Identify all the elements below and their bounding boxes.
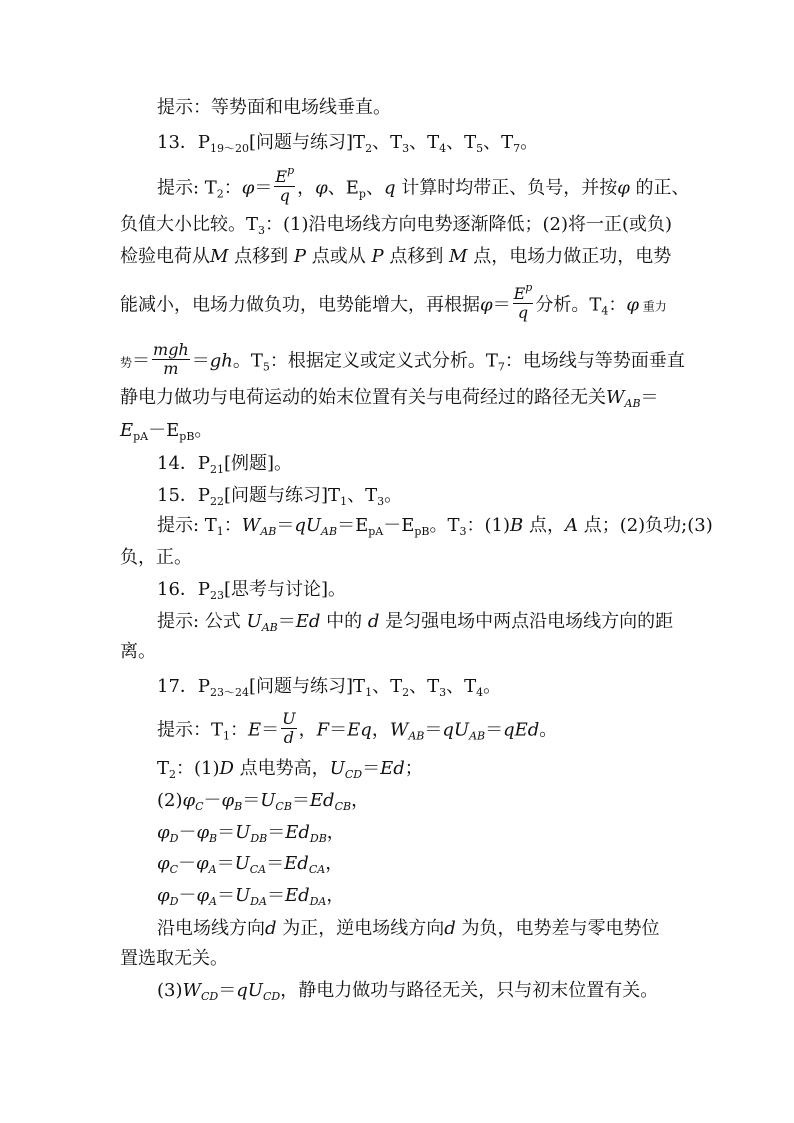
text-line-3: 提示: $T_2$：φ＝ $\frac{E^p}{q}$ ，φ、$E_p$、q 计算时均带正、负号，并按φ 的正、 [157, 164, 690, 205]
text-line-1: 提示：等势面和电场线垂直。 [157, 97, 391, 118]
text-line-11: 15．$P_{22}$[问题与练习]$T_1$、$T_3$。 [157, 485, 403, 508]
text-line-22: $\varphi_C-\varphi_A=U_{CA}=Ed_{CA}$， [157, 853, 344, 876]
text-line-21: $\varphi_D-\varphi_B=U_{DB}=Ed_{DB}$， [157, 822, 345, 845]
text-line-15: 提示: 公式 $U_{AB}=Ed$ 中的 d 是匀强电场中两点沿电场线方向的距 [157, 611, 674, 634]
fraction-ep-over-q: $\frac{E^p}{q}$ [275, 164, 295, 205]
text-line-12: 提示: $T_1$：$W_{AB}=qU_{AB}=E_{pA}-E_{pB}$。$T_3$：(1)B 点，A 点；(2)负功;(3) [157, 515, 713, 538]
text-line-18: 提示：$T_1$：E＝ $\frac{U}{d}$ ，F＝Eq，$W_{AB}=qU_{AB}=qEd$。 [157, 709, 558, 747]
text-line-17: 17．$P_{23\sim 24}$[问题与练习]$T_1$、$T_2$、$T_3$、$T_4$。 [157, 676, 502, 699]
text-line-9: $E_{pA}-E_{pB}$。 [120, 420, 213, 443]
fraction-ep-over-q-2: $\frac{E^p}{q}$ [513, 281, 533, 322]
fraction-u-over-d: $\frac{U}{d}$ [282, 709, 296, 747]
text-line-19: $T_2$：(1)D 点电势高，$U_{CD}=Ed$； [157, 758, 423, 781]
text-line-10: 14．$P_{21}$[例题]。 [157, 453, 293, 476]
text-line-16: 离。 [120, 641, 156, 662]
fraction-mgh-over-m: $\frac{\text{mgh}}{m}$ [153, 340, 189, 378]
text-line-6: 能减小，电场力做负功，电势能增大，再根据φ＝ $\frac{E^p}{q}$ 分析。$T_4$：φ 重力 [120, 281, 667, 322]
text-line-26: $(3)W_{CD}=qU_{CD}$，静电力做功与路径无关，只与初末位置有关。 [157, 980, 659, 1003]
text-line-2: 13．$P_{19\sim 20}$[问题与练习]$T_2$、$T_3$、$T_4$、$T_5$、$T_7$。 [157, 132, 539, 155]
text-line-25: 置选取无关。 [120, 948, 228, 969]
text-line-23: $\varphi_D-\varphi_A=U_{DA}=Ed_{DA}$， [157, 885, 345, 908]
text-line-5: 检验电荷从M 点移到 P 点或从 P 点移到 M 点，电场力做正功，电势 [120, 246, 672, 267]
text-line-20: $(2)\varphi_C-\varphi_B=U_{CB}=Ed_{CB}$， [157, 790, 370, 813]
text-line-13: 负，正。 [120, 547, 192, 568]
text-line-4: 负值大小比较。$T_3$：(1)沿电场线方向电势逐渐降低；(2)将一正(或负) [120, 214, 673, 237]
text-line-24: 沿电场线方向d 为正，逆电场线方向d 为负，电势差与零电势位 [157, 918, 660, 939]
text-line-14: 16．$P_{23}$[思考与讨论]。 [157, 579, 347, 602]
text-line-8: 静电力做功与电荷运动的始末位置有关与电荷经过的路径无关$W_{AB}=$ [120, 387, 659, 410]
text-line-7: 势＝ $\frac{\text{mgh}}{m}$ ＝gh。$T_5$：根据定义或定义式分析。$T_7$：电场线与等势面垂直 [120, 340, 685, 378]
